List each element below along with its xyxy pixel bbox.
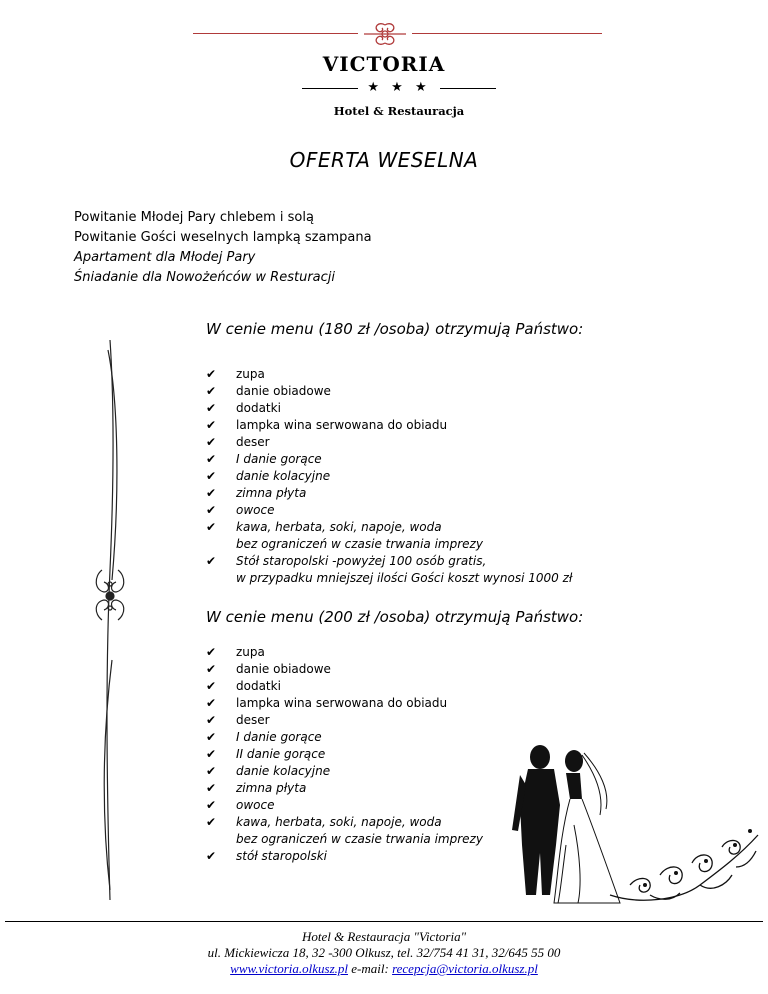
list-item: ✔ zimna płyta: [206, 781, 307, 795]
list-item: ✔ kawa, herbata, soki, napoje, woda bez ograniczeń w czasie trwania imprezy: [206, 815, 483, 846]
list-item: ✔ I danie gorące: [206, 730, 322, 744]
list-item: ✔ danie kolacyjne: [206, 469, 331, 483]
vertical-scroll-ornament-icon: [90, 340, 130, 900]
header-rule-left: [193, 33, 358, 34]
checkmark-icon: ✔: [206, 401, 217, 415]
list-item: ✔ stół staropolski: [206, 849, 327, 863]
list-item: ✔ lampka wina serwowana do obiadu: [206, 418, 448, 432]
checkmark-icon: ✔: [206, 452, 217, 466]
list-item: ✔ II danie gorące: [206, 747, 326, 761]
checkmark-icon: ✔: [206, 384, 217, 398]
brand-name: VICTORIA: [322, 52, 446, 76]
list-item: ✔ dodatki: [206, 679, 281, 693]
intro-line: Śniadanie dla Nowożeńców w Resturacji: [74, 270, 336, 285]
list-item: ✔ zimna płyta: [206, 486, 307, 500]
checkmark-icon: ✔: [206, 418, 217, 432]
intro-line: Apartament dla Młodej Pary: [74, 250, 256, 265]
email-label: e-mail:: [351, 961, 389, 976]
wedding-couple-illustration: [500, 735, 762, 907]
item-note: w przypadku mniejszej ilości Gości koszt wynosi 1000 zł: [236, 571, 573, 585]
checkmark-icon: ✔: [206, 798, 217, 812]
list-item: ✔ danie kolacyjne: [206, 764, 331, 778]
checkmark-icon: ✔: [206, 520, 217, 534]
checkmark-icon: ✔: [206, 679, 217, 693]
footer-address: ul. Mickiewicza 18, 32 -300 Olkusz, tel. 32/754 41 31, 32/645 55 00: [207, 945, 561, 960]
checkmark-icon: ✔: [206, 815, 217, 829]
menu-180-heading: W cenie menu (180 zł /osoba) otrzymują Państwo:: [206, 320, 584, 338]
footer-contact: [0, 961, 768, 977]
checkmark-icon: ✔: [206, 645, 217, 659]
checkmark-icon: ✔: [206, 849, 217, 863]
list-item: ✔ zupa: [206, 367, 265, 381]
page-title: OFERTA WESELNA: [289, 148, 479, 172]
website-link[interactable]: www.victoria.olkusz.pl: [230, 961, 349, 976]
item-note: bez ograniczeń w czasie trwania imprezy: [236, 832, 483, 846]
list-item: ✔ deser: [206, 713, 270, 727]
scroll-ornament-icon: [362, 21, 408, 47]
header-rule-right: [412, 33, 602, 34]
checkmark-icon: ✔: [206, 713, 217, 727]
menu-180-list: [206, 366, 572, 587]
stars-row: [302, 80, 496, 96]
footer-rule: [5, 921, 763, 922]
checkmark-icon: ✔: [206, 696, 217, 710]
checkmark-icon: ✔: [206, 554, 217, 568]
checkmark-icon: ✔: [206, 781, 217, 795]
list-item: ✔ zupa: [206, 645, 265, 659]
list-item: ✔ Stół staropolski -powyżej 100 osób gratis, w przypadku mniejszej ilości Gości koszt wynosi 1000 zł: [206, 554, 573, 585]
checkmark-icon: ✔: [206, 730, 217, 744]
list-item: ✔ kawa, herbata, soki, napoje, woda bez ograniczeń w czasie trwania imprezy: [206, 519, 572, 553]
intro-line: Powitanie Gości weselnych lampką szampana: [74, 230, 372, 245]
email-link[interactable]: recepcja@victoria.olkusz.pl: [392, 961, 538, 976]
list-item: ✔ owoce: [206, 503, 275, 517]
checkmark-icon: ✔: [206, 486, 217, 500]
item-note: bez ograniczeń w czasie trwania imprezy: [236, 537, 483, 551]
intro-line: Powitanie Młodej Pary chlebem i solą: [74, 210, 314, 225]
checkmark-icon: ✔: [206, 503, 217, 517]
list-item: ✔ I danie gorące: [206, 452, 322, 466]
checkmark-icon: ✔: [206, 469, 217, 483]
menu-200-heading: W cenie menu (200 zł /osoba) otrzymują Państwo:: [206, 608, 584, 626]
hotel-stars: ★ ★ ★: [367, 80, 431, 95]
intro-list: [74, 208, 372, 288]
checkmark-icon: ✔: [206, 747, 217, 761]
list-item: ✔ danie obiadowe: [206, 662, 331, 676]
checkmark-icon: ✔: [206, 764, 217, 778]
list-item: ✔ lampka wina serwowana do obiadu: [206, 696, 448, 710]
menu-200-list: [206, 644, 483, 865]
checkmark-icon: ✔: [206, 367, 217, 381]
footer: [0, 929, 768, 977]
checkmark-icon: ✔: [206, 662, 217, 676]
list-item: ✔ dodatki: [206, 401, 281, 415]
stars-rule-right: [440, 88, 496, 89]
list-item: ✔ deser: [206, 435, 270, 449]
checkmark-icon: ✔: [206, 435, 217, 449]
brand-subtitle: Hotel & Restauracja: [333, 104, 465, 118]
list-item: ✔ danie obiadowe: [206, 384, 331, 398]
footer-hotel-name: Hotel & Restauracja "Victoria": [301, 929, 467, 944]
list-item: ✔ owoce: [206, 798, 275, 812]
